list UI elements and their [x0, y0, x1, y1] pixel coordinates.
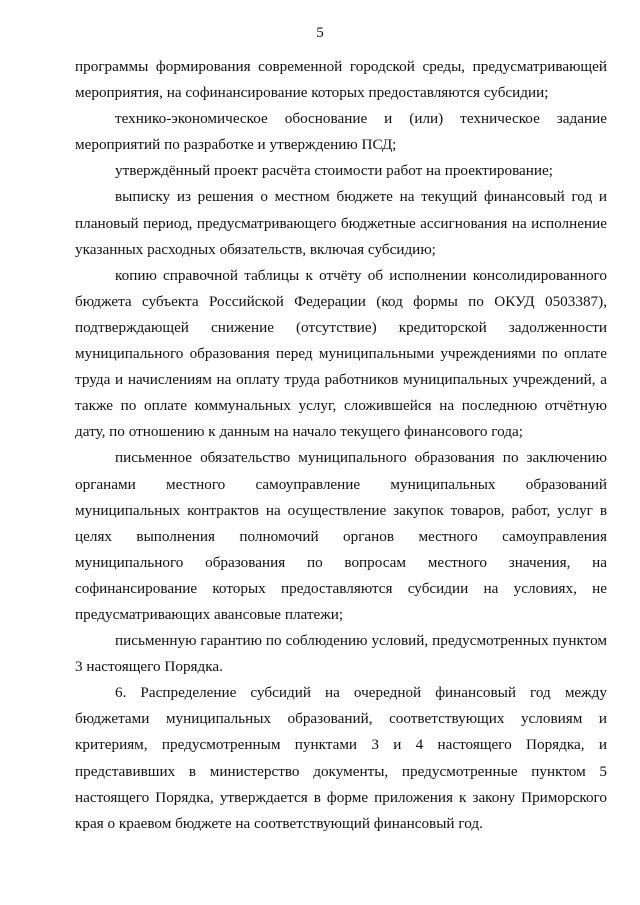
page-number: 5 [316, 25, 324, 41]
paragraph-budget-extract: выписку из решения о местном бюджете на текущий финансовый год и плановый период, предусматривающего бюджетные ассигнования на исполнение указанных расходных обязательств, включая субсидию; [75, 188, 607, 258]
document-body [75, 54, 607, 837]
paragraph-cost-estimate: утверждённый проект расчёта стоимости работ на проектирование; [115, 162, 553, 180]
paragraph-item-6: 6. Распределение субсидий на очередной финансовый год между бюджетами муниципальных образований, соответствующих условиям и критериям, предусмотренным пунктами 3 и 4 настоящего Порядка, и представивших в министерство документы, предусмотренные пунктом 5 настоящего Порядка, утверждается в форме приложения к закону Приморского края о краевом бюджете на соответствующий финансовый год. [75, 684, 607, 832]
paragraph-reference-table: копию справочной таблицы к отчёту об исполнении консолидированного бюджета субъекта Российской Федерации (код формы по ОКУД 0503387), подтверждающей снижение (отсутствие) кредиторской задолженности муниципального образования перед муниципальными учреждениями по оплате труда и начислениям на оплату труда работников муниципальных учреждений, а также по оплате коммунальных услуг, сложившейся на последнюю отчётную дату, по отношению к данным на начало текущего финансового года; [75, 266, 607, 441]
paragraph-feasibility-study: технико-экономическое обоснование и (или) техническое задание мероприятий по разработке и утверждению ПСД; [75, 110, 607, 154]
paragraph-written-obligation: письменное обязательство муниципального образования по заключению органами местного самоуправление муниципальных образований муниципальных контрактов на осуществление закупок товаров, работ, услуг в целях выполнения полномочий органов местного самоуправления муниципального образования по вопросам местного значения, на софинансирование которых предоставляются субсидии на условиях, не предусматривающих авансовые платежи; [75, 449, 607, 623]
paragraph-written-guarantee: письменную гарантию по соблюдению условий, предусмотренных пунктом 3 настоящего Порядка. [75, 632, 607, 676]
paragraph-continuation: программы формирования современной городской среды, предусматривающей мероприятия, на софинансирование которых предоставляются субсидии; [75, 58, 607, 102]
